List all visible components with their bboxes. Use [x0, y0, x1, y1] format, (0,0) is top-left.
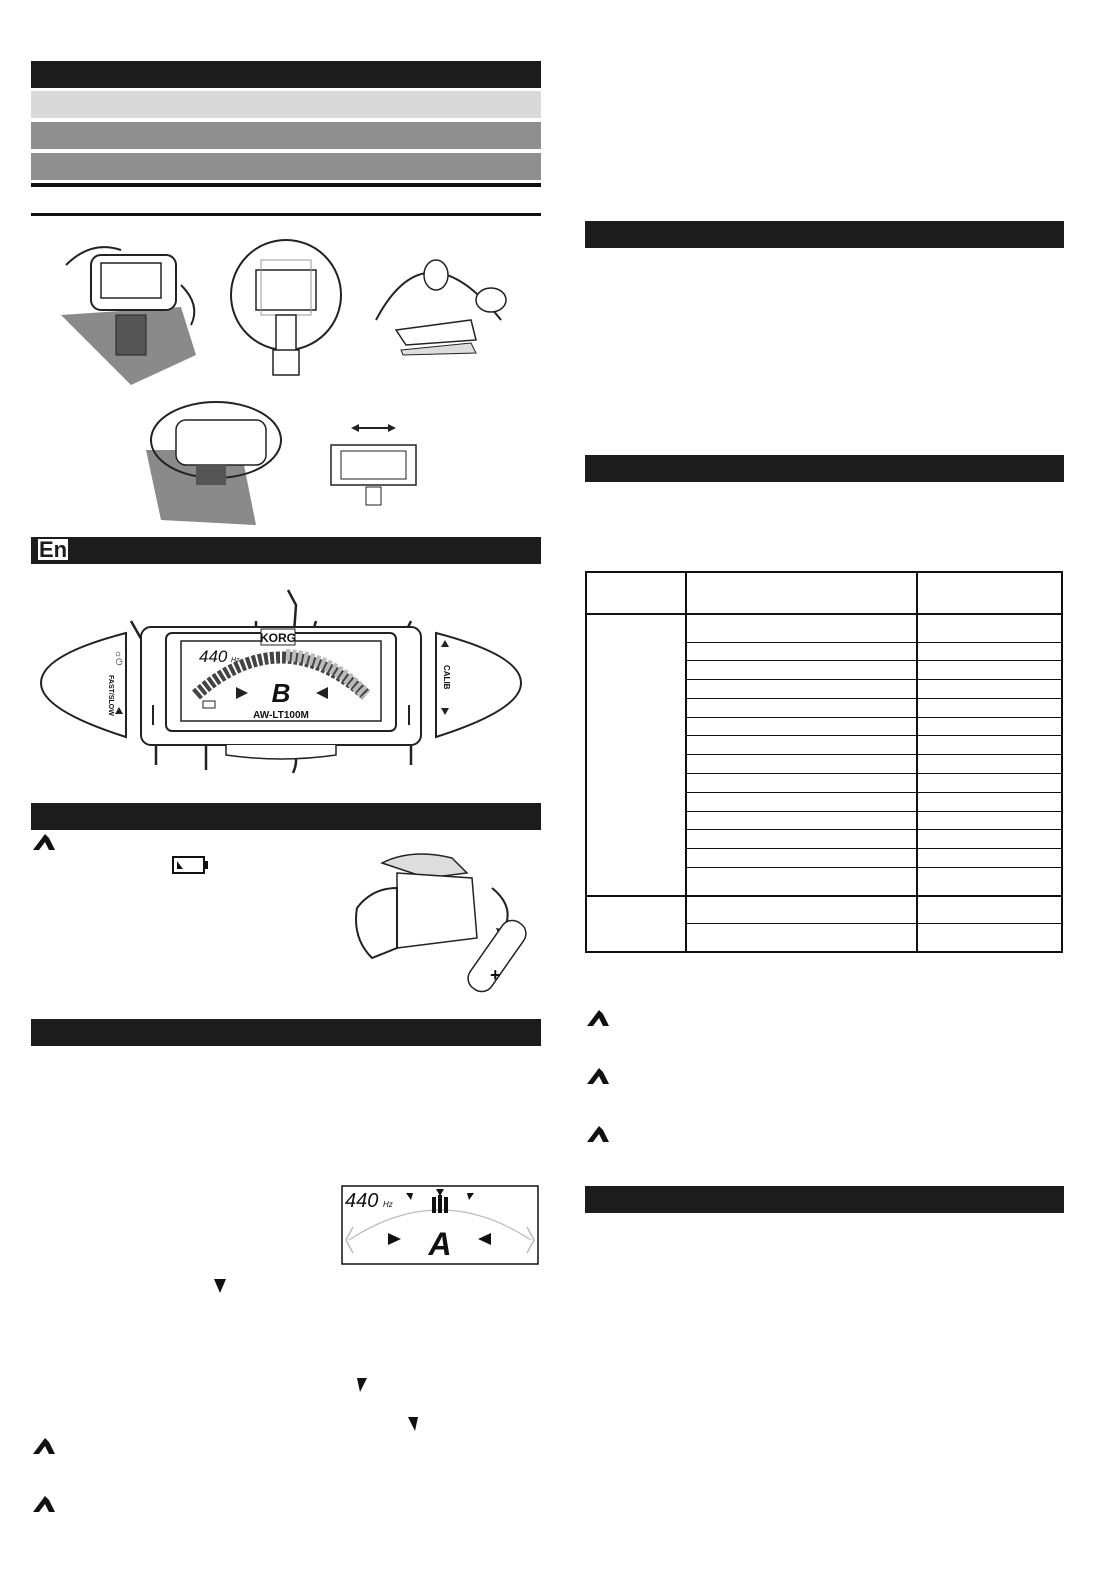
- language-section-bar: [31, 537, 541, 564]
- tuning-section-bar: [31, 1019, 541, 1046]
- sample-hz-unit: Hz: [383, 1200, 393, 1209]
- sample-calibration-readout: 440: [345, 1190, 379, 1212]
- table-row: [586, 896, 1062, 924]
- tuner-calibration-readout: 440: [199, 647, 228, 666]
- tuner-model: AW-LT100M: [253, 710, 309, 721]
- battery-low-icon: [172, 855, 210, 875]
- calib-label: CALIB: [442, 665, 451, 690]
- battery-section-bar: [31, 803, 541, 830]
- clip-angle-illustration: [376, 260, 506, 355]
- table-header-cell: [586, 572, 686, 614]
- divider-thick: [31, 183, 541, 187]
- title-bar: [31, 61, 541, 88]
- pointer-down-icon: [213, 1278, 227, 1294]
- tuner-hz-unit: Hz: [231, 657, 240, 664]
- battery-plus-sign: +: [490, 965, 501, 985]
- table-header-cell: [686, 572, 917, 614]
- subtitle-bar-1: [31, 91, 541, 118]
- right-section-bar-3: [585, 1186, 1064, 1213]
- sample-note-display: A: [428, 1226, 452, 1262]
- tuner-brand: KORG: [260, 631, 296, 645]
- fast-slow-label: FAST/SLOW: [107, 675, 114, 716]
- rotate-circle-illustration: [231, 240, 341, 375]
- pointer-down-icon: [407, 1416, 419, 1432]
- right-section-bar-2: [585, 455, 1064, 482]
- mounting-illustrations: [31, 225, 541, 530]
- tuner-diagram: [31, 585, 541, 775]
- pointer-down-icon: [356, 1377, 368, 1393]
- tilt-illustration: [331, 424, 416, 505]
- table-header-row: [586, 572, 1062, 614]
- warning-note-icon: [587, 1066, 609, 1086]
- right-section-bar-1: [585, 221, 1064, 248]
- battery-insertion-illustration: [352, 848, 542, 1008]
- tuner-note-display: B: [271, 678, 291, 708]
- warning-note-icon: [33, 1436, 55, 1456]
- warning-note-icon: [587, 1008, 609, 1028]
- table-row: [586, 614, 1062, 642]
- warning-note-icon: [33, 1494, 55, 1514]
- warning-note-icon: [33, 832, 55, 852]
- swivel-illustration: [146, 402, 281, 525]
- subtitle-bar-2: [31, 122, 541, 149]
- spec-table: [585, 571, 1063, 953]
- power-light-label: ☼⏻: [114, 650, 124, 666]
- warning-note-icon: [587, 1124, 609, 1144]
- rotate-flat-illustration: [61, 247, 196, 385]
- language-badge: En: [36, 537, 70, 562]
- sample-display: [341, 1185, 539, 1265]
- divider-thin: [31, 213, 541, 216]
- table-group-cell: [586, 614, 686, 896]
- table-header-cell: [917, 572, 1062, 614]
- table-group-cell: [586, 896, 686, 953]
- subtitle-bar-3: [31, 153, 541, 180]
